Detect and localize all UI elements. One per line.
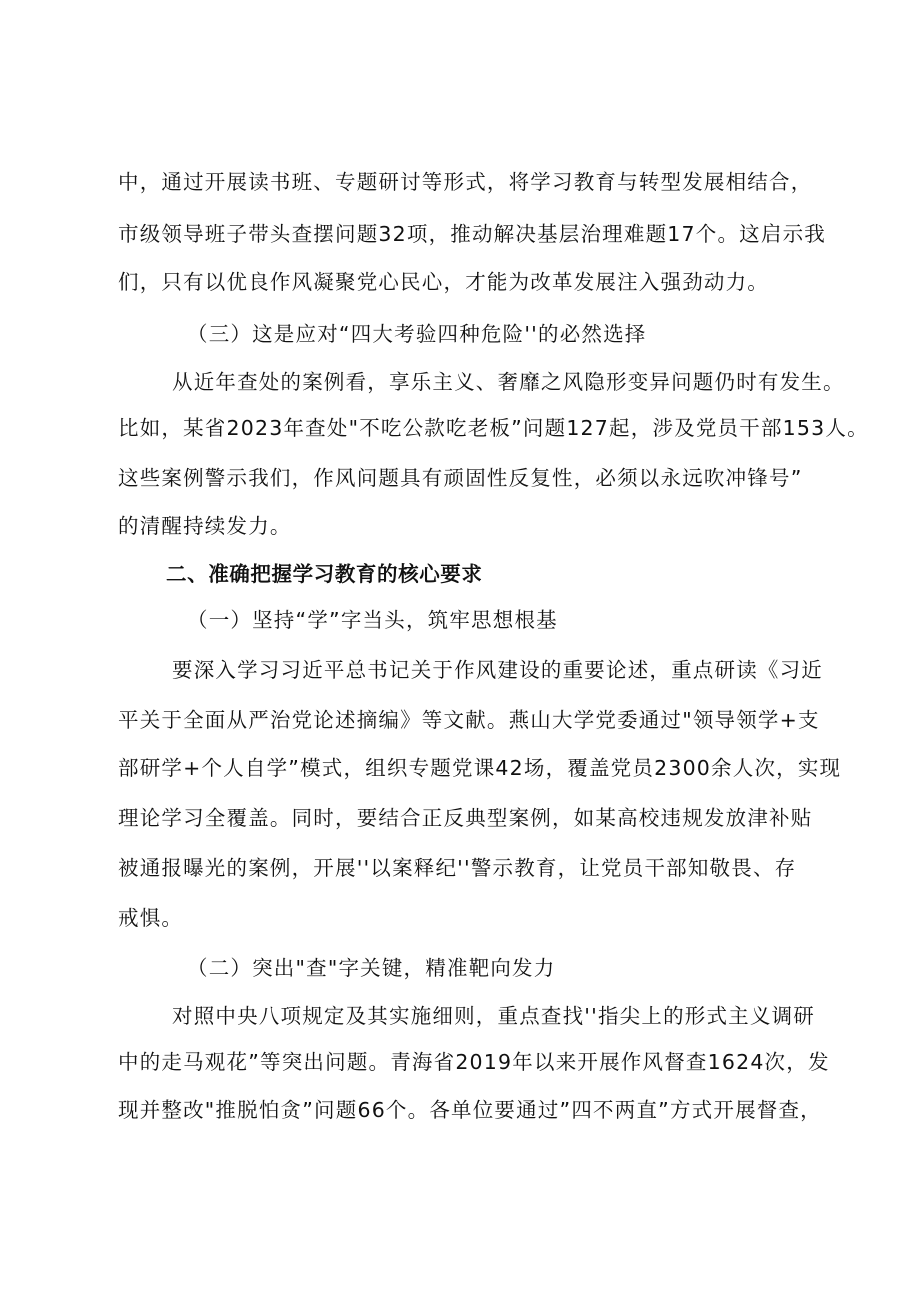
subheading-one: （一）坚持“学”字当头，筑牢思想根基 [187,608,558,632]
paragraph-3-line-5: 被通报曝光的案例，开展''以案释纪''警示教育，让党员干部知敬畏、存 [118,856,797,880]
paragraph-3-line-1: 要深入学习习近平总书记关于作风建设的重要论述，重点研读《习近 [172,658,823,682]
paragraph-3-line-2: 平关于全面从严治党论述摘编》等文献。燕山大学党委通过"领导领学+支 [118,708,820,732]
paragraph-3-line-4: 理论学习全覆盖。同时，要结合正反典型案例，如某高校违规发放津补贴 [118,806,813,830]
paragraph-4-line-1: 对照中央八项规定及其实施细则，重点查找''指尖上的形式主义调研 [172,1004,815,1028]
section-heading-two: 二、准确把握学习教育的核心要求 [166,562,483,586]
subheading-two: （二）突出"查"字关键，精准靶向发力 [187,956,556,980]
paragraph-4-line-3: 现并整改"推脱怕贪”问题66个。各单位要通过”四不两直”方式开展督查， [118,1098,822,1122]
paragraph-1-line-2: 市级领导班子带头查摆问题32项，推动解决基层治理难题17个。这启示我 [118,222,826,246]
paragraph-3-line-3: 部研学+个人自学”模式，组织专题党课42场，覆盖党员2300余人次，实现 [118,756,842,780]
paragraph-2-line-1: 从近年查处的案例看，享乐主义、奢靡之风隐形变异问题仍时有发生。 [172,370,845,394]
subheading-three: （三）这是应对“四大考验四种危险''的必然选择 [187,322,647,346]
paragraph-4-line-2: 中的走马观花”等突出问题。青海省2019年以来开展作风督查1624次，发 [118,1050,830,1074]
paragraph-1-line-3: 们，只有以优良作风凝聚党心民心，才能为改革发展注入强劲动力。 [118,270,769,294]
paragraph-2-line-3: 这些案例警示我们，作风问题具有顽固性反复性，必须以永远吹冲锋号” [118,466,803,490]
paragraph-2-line-2: 比如，某省2023年查处"不吃公款吃老板”问题127起，涉及党员干部153人。 [118,416,869,440]
paragraph-1-line-1: 中，通过开展读书班、专题研讨等形式，将学习教育与转型发展相结合， [118,170,813,194]
paragraph-2-line-4: 的清醒持续发力。 [118,514,292,538]
paragraph-3-line-6: 戒惧。 [118,906,184,930]
